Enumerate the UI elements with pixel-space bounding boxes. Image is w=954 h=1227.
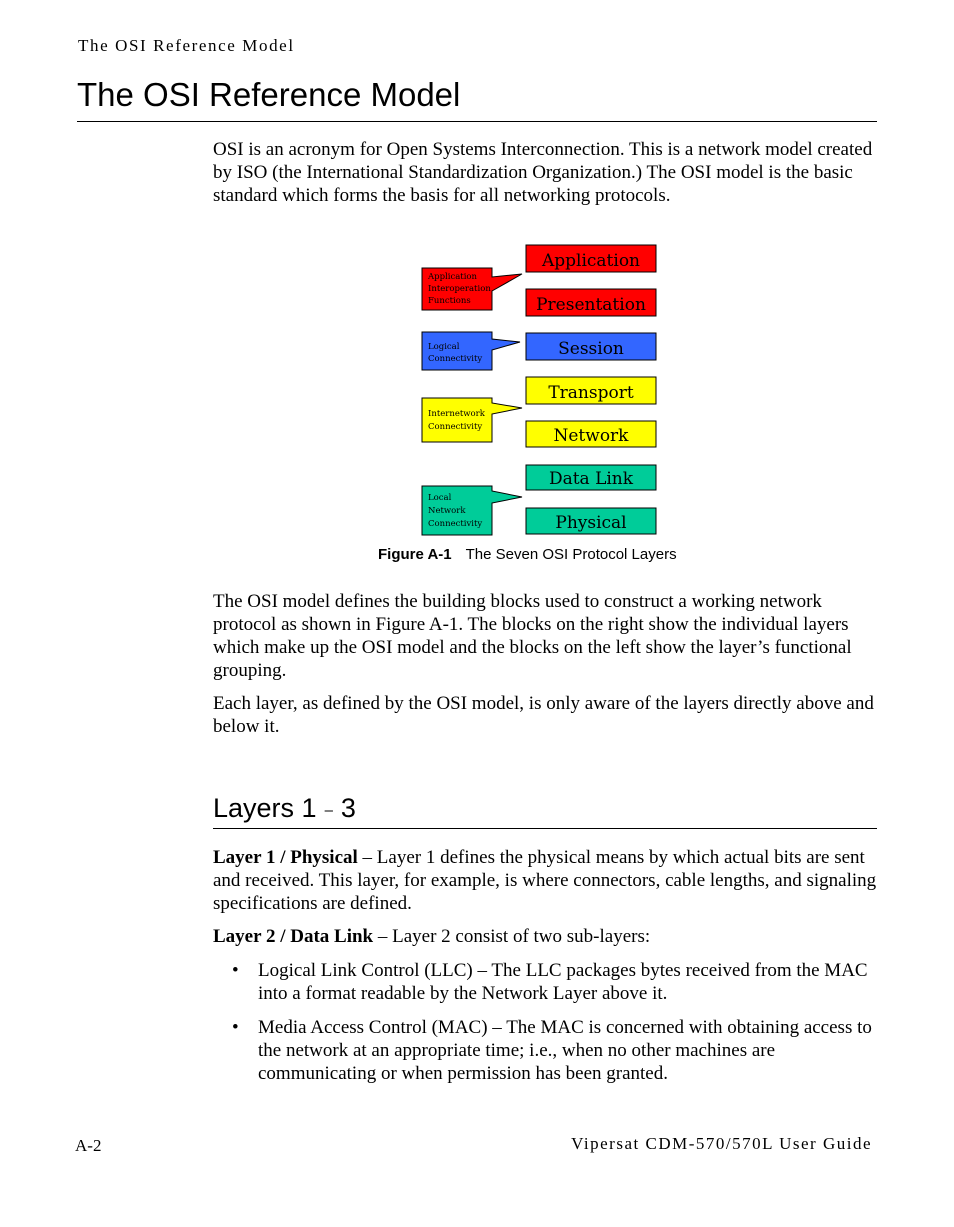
svg-text:Application: Application [428, 272, 478, 282]
guide-title: Vipersat CDM-570/570L User Guide [571, 1134, 872, 1153]
layer-awareness-paragraph: Each layer, as defined by the OSI model, is only aware of the layers directly above and below it. [213, 693, 874, 737]
figure-caption [378, 546, 677, 563]
figure-number: Figure A-1 [378, 546, 452, 563]
layer2-description: – Layer 2 consist of two sub-layers: [373, 926, 651, 947]
layer1-description: – Layer 1 defines the physical means by which actual bits are sent and received. This layer, for example, is where connectors, cable lengths, and signaling specifications are defined. [213, 847, 877, 914]
osi-layers-diagram [418, 240, 662, 538]
layer-label-session: Session [558, 339, 624, 359]
layer-label-transport: Transport [548, 383, 634, 403]
layer1-term: Layer 1 / Physical [213, 847, 358, 868]
section-heading-layers: Layers 1 – 3 [213, 793, 356, 823]
svg-text:Connectivity: Connectivity [428, 519, 483, 529]
title-divider [77, 121, 877, 122]
intro-paragraph: OSI is an acronym for Open Systems Interconnection. This is a network model created by ISO (the International Standardization Organization.) The OSI model is the basic standard which forms the basis for all networking protocols. [213, 139, 873, 206]
group-callout-logical-connectivity [422, 332, 520, 370]
figure-caption-text: The Seven OSI Protocol Layers [465, 546, 677, 563]
svg-text:Functions: Functions [428, 296, 471, 306]
layer-box-data-link [526, 465, 656, 490]
page-title: The OSI Reference Model [77, 76, 461, 113]
layer2-paragraph [213, 925, 877, 948]
layer-label-network: Network [553, 426, 629, 446]
group-callout-application-interoperation [422, 268, 522, 310]
layer-label-application: Application [541, 251, 641, 271]
page-number: A-2 [75, 1136, 102, 1155]
group-callout-local-network-connectivity [422, 486, 522, 535]
layer-label-data-link: Data Link [548, 469, 634, 489]
layer2-term: Layer 2 / Data Link [213, 926, 374, 947]
svg-text:Connectivity: Connectivity [428, 422, 483, 432]
layer-box-transport [526, 377, 656, 404]
layer-label-physical: Physical [555, 513, 627, 533]
group-callout-internetwork-connectivity [422, 398, 522, 442]
svg-text:Local: Local [428, 493, 452, 503]
svg-text:Network: Network [428, 506, 466, 516]
bullet-icon: • [232, 1017, 239, 1038]
svg-text:Logical: Logical [428, 342, 460, 352]
mac-bullet-text: Media Access Control (MAC) – The MAC is concerned with obtaining access to the network at an appropriate time; i.e., when no other machines are communicating or when permission has been granted. [258, 1017, 872, 1084]
layer1-paragraph [213, 846, 877, 915]
list-item [232, 1016, 877, 1085]
layer-box-session [526, 333, 656, 360]
bullet-icon: • [232, 960, 239, 981]
svg-text:Internetwork: Internetwork [428, 409, 485, 419]
layer-box-presentation [526, 289, 656, 316]
osi-model-paragraph: The OSI model defines the building blocks used to construct a working network protocol as shown in Figure A-1. The blocks on the right show the individual layers which make up the OSI model and the blocks on the left show the layer’s functional grouping. [213, 591, 852, 681]
svg-text:Connectivity: Connectivity [428, 354, 483, 364]
layer-box-application [526, 245, 656, 272]
list-item [232, 959, 877, 1005]
layer-box-network [526, 421, 656, 447]
section-divider [213, 828, 877, 829]
llc-bullet-text: Logical Link Control (LLC) – The LLC packages bytes received from the MAC into a format readable by the Network Layer above it. [258, 960, 868, 1004]
layer-box-physical [526, 508, 656, 534]
running-header: The OSI Reference Model [78, 36, 295, 55]
svg-text:Interoperation: Interoperation [428, 284, 491, 294]
layer-label-presentation: Presentation [536, 295, 646, 315]
